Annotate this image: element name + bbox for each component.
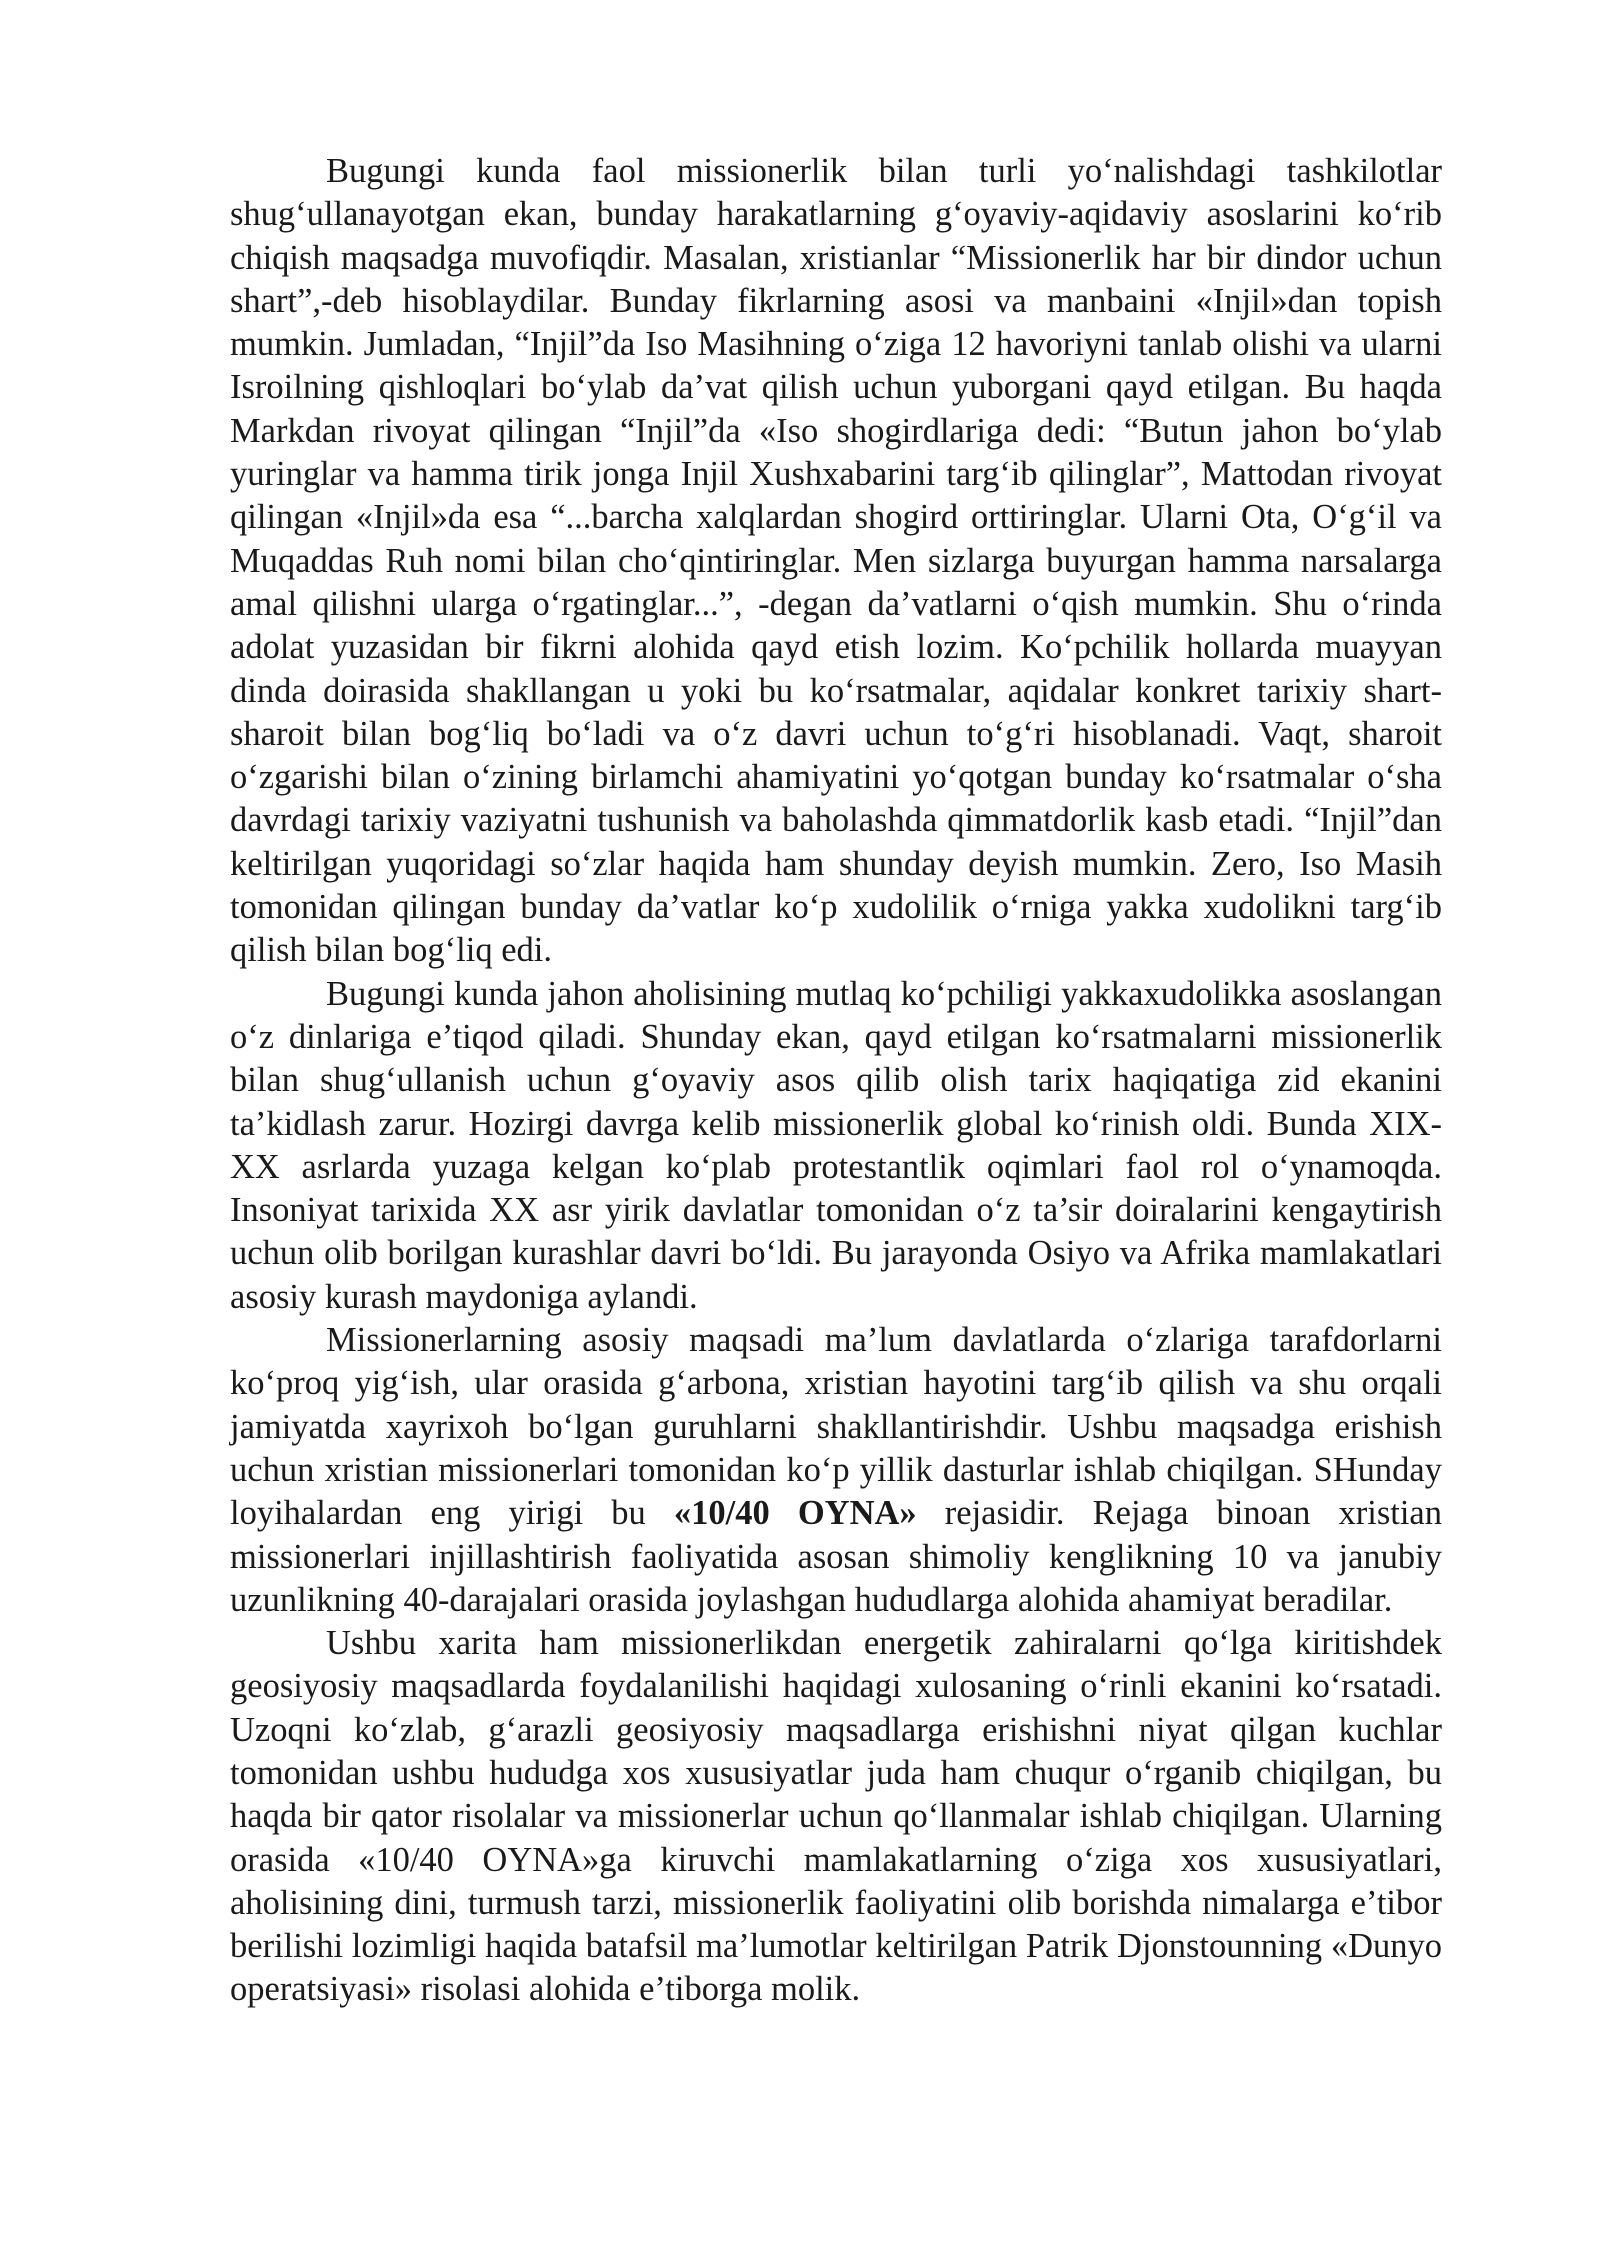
paragraph-missionary-goals-text-after: rejasidir. Rejaga binoan xristian missionerlari injillashtirish faoliyatida asosan shimoliy kenglikning 10 va janubiy uzunlikning 40-darajalari orasida joylashgan hududlarga alohida ahamiyat beradilar. — [230, 1494, 1442, 1619]
window-10-40-emphasis: «10/40 OYNA» — [673, 1494, 917, 1533]
paragraph-missionary-goals-text-before: Missionerlarning asosiy maqsadi ma’lum davlatlarda o‘zlariga tarafdorlarni ko‘proq yig‘ish, ular orasida g‘arbona, xristian hayotini targ‘ib qilish va shu orqali jamiyatda xayrixoh bo‘lgan guruhlarni shakllantirishdir. Ushbu maqsadga erishish uchun xristian missionerlari tomonidan ko‘p yillik dasturlar ishlab chiqilgan. SHunday loyihalardan eng yirigi bu — [230, 1321, 1442, 1533]
paragraph-missionary-goals — [230, 1319, 1442, 1622]
document-page — [230, 150, 1442, 2012]
paragraph-missionary-basis: Bugungi kunda faol missionerlik bilan turli yo‘nalishdagi tashkilotlar shug‘ullanayotgan ekan, bunday harakatlarning g‘oyaviy-aqidaviy asoslarini ko‘rib chiqish maqsadga muvofiqdir. Masalan, xristianlar “Missionerlik har bir dindor uchun shart”,-deb hisoblaydilar. Bunday fikrlarning asosi va manbaini «Injil»dan topish mumkin. Jumladan, “Injil”da Iso Masihning o‘ziga 12 havoriyni tanlab olishi va ularni Isroilning qishloqlari bo‘ylab da’vat qilish uchun yuborgani qayd etilgan. Bu haqda Markdan rivoyat qilingan “Injil”da «Iso shogirdlariga dedi: “Butun jahon bo‘ylab yuringlar va hamma tirik jonga Injil Xushxabarini targ‘ib qilinglar”, Mattodan rivoyat qilingan «Injil»da esa “...barcha xalqlardan shogird orttiringlar. Ularni Ota, O‘g‘il va Muqaddas Ruh nomi bilan cho‘qintiringlar. Men sizlarga buyurgan hamma narsalarga amal qilishni ularga o‘rgatinglar...”, -degan da’vatlarni o‘qish mumkin. Shu o‘rinda adolat yuzasidan bir fikrni alohida qayd etish lozim. Ko‘pchilik hollarda muayyan dinda doirasida shakllangan u yoki bu ko‘rsatmalar, aqidalar konkret tarixiy shart-sharoit bilan bog‘liq bo‘ladi va o‘z davri uchun to‘g‘ri hisoblanadi. Vaqt, sharoit o‘zgarishi bilan o‘zining birlamchi ahamiyatini yo‘qotgan bunday ko‘rsatmalar o‘sha davrdagi tarixiy vaziyatni tushunish va baholashda qimmatdorlik kasb etadi. “Injil”dan keltirilgan yuqoridagi so‘zlar haqida ham shunday deyish mumkin. Zero, Iso Masih tomonidan qilingan bunday da’vatlar ko‘p xudolilik o‘rniga yakka xudolikni targ‘ib qilish bilan bog‘liq edi. — [230, 152, 1442, 970]
paragraph-geopolitical-map: Ushbu xarita ham missionerlikdan energetik zahiralarni qo‘lga kiritishdek geosiyosiy maqsadlarda foydalanilishi haqidagi xulosaning o‘rinli ekanini ko‘rsatadi. Uzoqni ko‘zlab, g‘arazli geosiyosiy maqsadlarga erishishni niyat qilgan kuchlar tomonidan ushbu hududga xos xususiyatlar juda ham chuqur o‘rganib chiqilgan, bu haqda bir qator risolalar va missionerlar uchun qo‘llanmalar ishlab chiqilgan. Ularning orasida «10/40 OYNA»ga kiruvchi mamlakatlarning o‘ziga xos xususiyatlari, aholisining dini, turmush tarzi, missionerlik faoliyatini olib borishda nimalarga e’tibor berilishi lozimligi haqida batafsil ma’lumotlar keltirilgan Patrik Djonstounning «Dunyo operatsiyasi» risolasi alohida e’tiborga molik. — [230, 1624, 1442, 2009]
paragraph-monotheism-today: Bugungi kunda jahon aholisining mutlaq ko‘pchiligi yakkaxudolikka asoslangan o‘z dinlariga e’tiqod qiladi. Shunday ekan, qayd etilgan ko‘rsatmalarni missionerlik bilan shug‘ullanish uchun g‘oyaviy asos qilib olish tarix haqiqatiga zid ekanini ta’kidlash zarur. Hozirgi davrga kelib missionerlik global ko‘rinish oldi. Bunda XIX-XX asrlarda yuzaga kelgan ko‘plab protestantlik oqimlari faol rol o‘ynamoqda. Insoniyat tarixida XX asr yirik davlatlar tomonidan o‘z ta’sir doiralarini kengaytirish uchun olib borilgan kurashlar davri bo‘ldi. Bu jarayonda Osiyo va Afrika mamlakatlari asosiy kurash maydoniga aylandi. — [230, 974, 1442, 1316]
